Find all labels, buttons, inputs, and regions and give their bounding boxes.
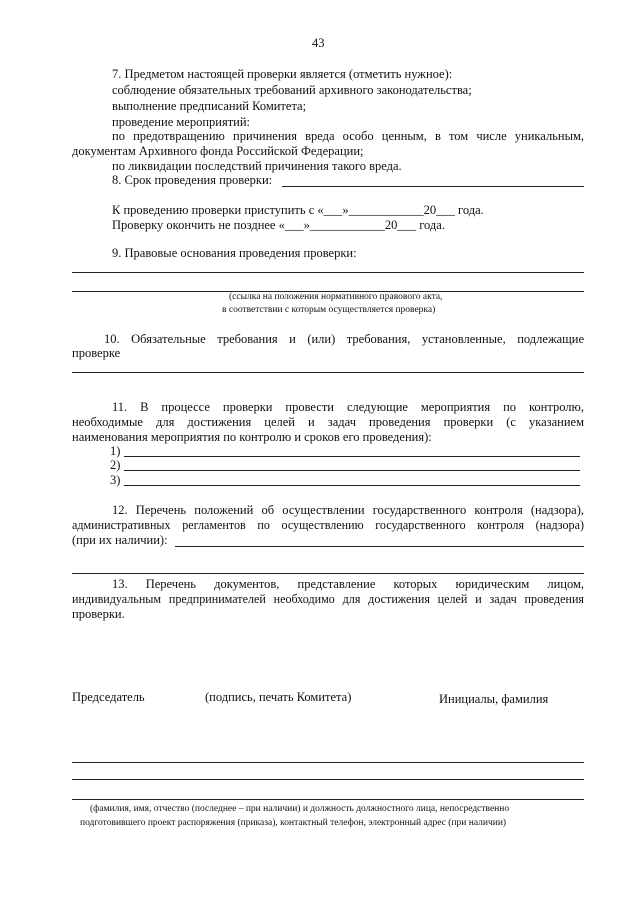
measure-item-2-field[interactable] <box>124 470 580 471</box>
section-9-label: 9. Правовые основания проведения проверки: <box>112 246 357 260</box>
section-10-heading: 10. Обязательные требования и (или) требования, установленные, подлежащие <box>104 332 584 346</box>
regulations-field-2[interactable] <box>72 573 584 574</box>
initials-surname-label: Инициалы, фамилия <box>439 692 549 706</box>
preparer-note-2: подготовившего проект распоряжения (приказа), контактный телефон, электронный адрес (при наличии) <box>80 818 507 828</box>
section-12-heading: 12. Перечень положений об осуществлении государственного контроля (надзора), <box>112 503 584 517</box>
section-11-heading: 11. В процессе проверки провести следующие мероприятия по контролю, <box>112 400 584 414</box>
option-prevention-cont: документам Архивного фонда Российской Федерации; <box>72 144 364 158</box>
section-13-heading-cont-1: индивидуальным предпринимателей необходимо для достижения целей и задач проведения <box>72 592 584 606</box>
section-13-heading-cont-2: проверки. <box>72 607 125 621</box>
legal-basis-note-1: (ссылка на положения нормативного правового акта, <box>229 292 443 302</box>
section-10-heading-cont: проверке <box>72 346 121 360</box>
option-prevention: по предотвращению причинения вреда особо ценным, в том числе уникальным, <box>112 129 584 143</box>
measure-item-1-label: 1) <box>110 444 121 458</box>
signature-stamp-label: (подпись, печать Комитета) <box>205 690 352 704</box>
section-12-heading-cont-1: административных регламентов по осуществлению государственного контроля (надзора) <box>72 518 584 532</box>
preparer-field-1[interactable] <box>72 762 584 763</box>
preparer-note-1: (фамилия, имя, отчество (последнее – при наличии) и должность должностного лица, непосредственно <box>90 804 510 814</box>
requirements-field[interactable] <box>72 372 584 373</box>
section-12-heading-cont-2: (при их наличии): <box>72 533 168 547</box>
inspection-term-field[interactable] <box>282 186 584 187</box>
option-prescriptions: выполнение предписаний Комитета; <box>112 99 307 113</box>
measure-item-3-label: 3) <box>110 473 121 487</box>
end-date-line: Проверку окончить не позднее «___»____________20___ года. <box>112 218 445 232</box>
page-number: 43 <box>312 36 325 50</box>
start-date-line: К проведению проверки приступить с «___»____________20___ года. <box>112 203 484 217</box>
measure-item-1-field[interactable] <box>124 456 580 457</box>
section-7-heading: 7. Предметом настоящей проверки является (отметить нужное): <box>112 67 453 81</box>
preparer-field-2[interactable] <box>72 779 584 780</box>
option-measures: проведение мероприятий: <box>112 115 251 129</box>
section-11-heading-cont-2: наименования мероприятия по контролю и сроков его проведения): <box>72 430 432 444</box>
measure-item-2-label: 2) <box>110 458 121 472</box>
legal-basis-field-1[interactable] <box>72 272 584 273</box>
section-11-heading-cont-1: необходимые для достижения целей и задач проведения проверки (с указанием <box>72 415 584 429</box>
regulations-field-1[interactable] <box>175 546 584 547</box>
legal-basis-note-2: в соответствии с которым осуществляется проверка) <box>222 305 436 315</box>
preparer-field-3[interactable] <box>72 799 584 800</box>
section-8-label: 8. Срок проведения проверки: <box>112 173 273 187</box>
section-13-heading: 13. Перечень документов, представление которых юридическим лицом, <box>112 577 584 591</box>
option-archive-law: соблюдение обязательных требований архивного законодательства; <box>112 83 472 97</box>
measure-item-3-field[interactable] <box>124 485 580 486</box>
chairman-label: Председатель <box>72 690 145 704</box>
option-liquidation: по ликвидации последствий причинения такого вреда. <box>112 159 402 173</box>
